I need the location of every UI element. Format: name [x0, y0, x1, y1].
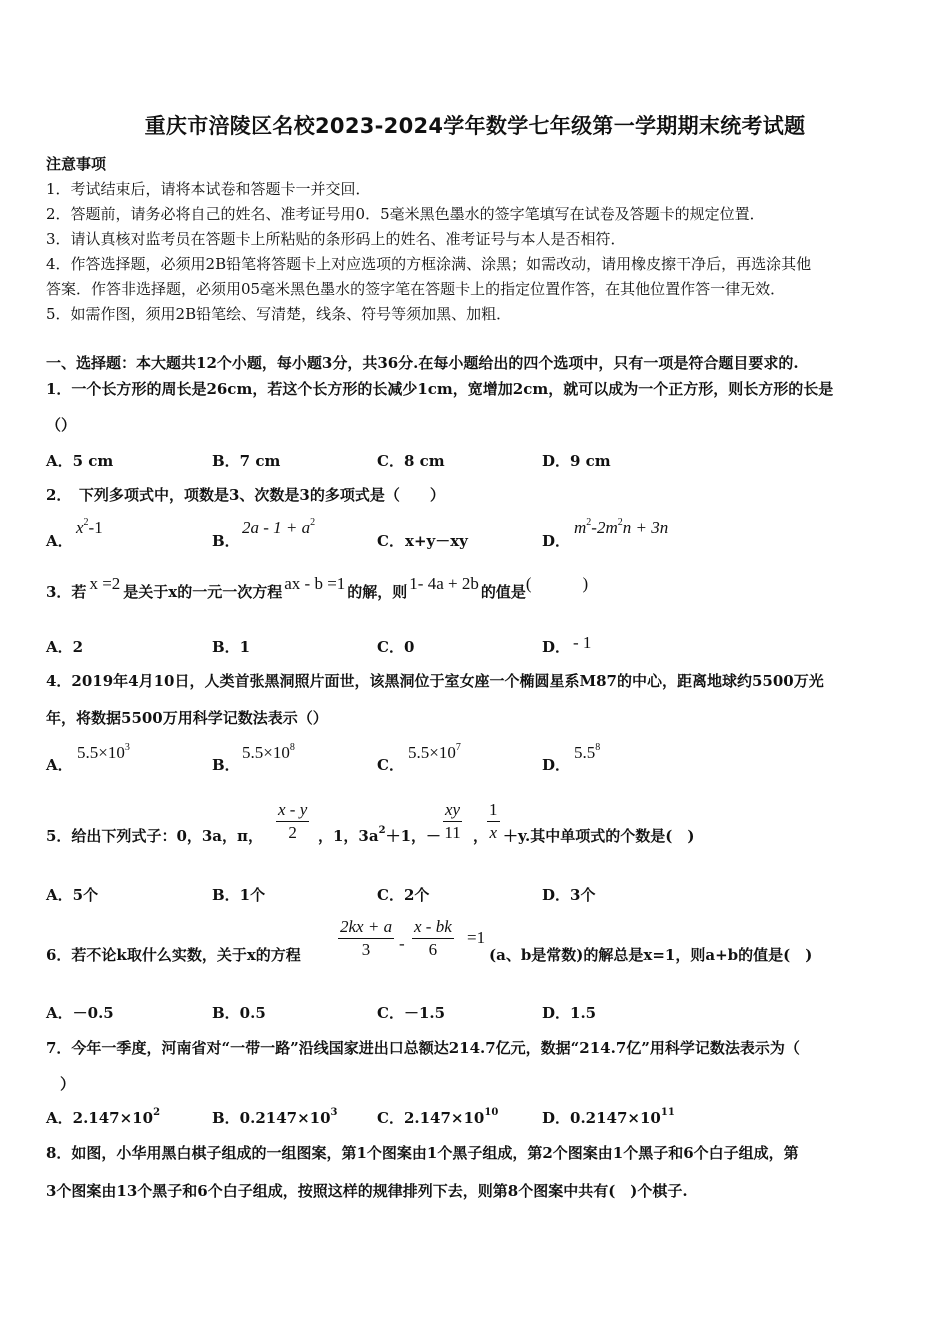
q5-fraction-3: 1 x [489, 800, 498, 842]
question-2-stem: 2． 下列多项式中，项数是3、次数是3的多项式是（ ） [46, 486, 445, 504]
q6-equals: =1 [467, 928, 486, 947]
notice-item: 5．如需作图，须用2B铅笔绘、写清楚，线条、符号等须加黑、加粗． [46, 305, 512, 323]
q2-option-d-label: D． [542, 532, 571, 550]
question-4-stem: 4．2019年4月10日，人类首张黑洞照片面世，该黑洞位于室女座一个椭圆星系M87的中心，距离地球约5500万光 [46, 672, 824, 690]
section-heading: 一、选择题：本大题共12个小题，每小题3分，共36分.在每小题给出的四个选项中，只有一项是符合题目要求的. [46, 354, 799, 372]
q4-option-d-label: D． [542, 756, 571, 774]
q7-option-c: C．$2.147\times 10^{10}$ [377, 1107, 499, 1127]
q1-option-a: A．5 cm [46, 452, 114, 470]
question-7-stem: 7．今年一季度，河南省对“一带一路”沿线国家进出口总额达214.7亿元，数据“214.7亿”用科学记数法表示为（ [46, 1039, 800, 1057]
question-4-stem-2: 年，将数据5500万用科学记数法表示（） [46, 709, 328, 727]
q6-fraction-2: x - bk 6 [414, 917, 452, 959]
q3-option-b: B．1 [212, 638, 251, 656]
q5-option-c: C．2个 [377, 886, 430, 904]
question-7-paren: ） [60, 1075, 76, 1093]
q4-option-c-label: C． [377, 756, 404, 774]
q2-option-a-label: A． [46, 532, 73, 550]
question-6-prefix: 6．若不论k取什么实数，关于x的方程 [46, 946, 301, 964]
q4-option-a-label: A． [46, 756, 73, 774]
q7-option-b: B．$0.2147\times 10^3$ [212, 1107, 338, 1127]
q7-option-d: D．$0.2147\times 10^{11}$ [542, 1107, 675, 1127]
q4-option-d-expr: $5.5^8$ [574, 742, 601, 762]
notice-item: 2．答题前，请务必将自己的姓名、准考证号用0．5毫米黑色墨水的签字笔填写在试卷及答题卡的规定位置． [46, 205, 765, 223]
q5-option-b: B．1个 [212, 886, 266, 904]
q2-option-a-expr: $x^2-1$ [76, 517, 103, 537]
question-3-stem: 3．若 x =2 是关于x的一元一次方程 ax - b =1 的解，则 1- 4a + 2b 的值是( ) [46, 574, 589, 601]
notice-item: 答案．作答非选择题，必须用05毫米黑色墨水的签字笔在答题卡上的指定位置作答，在其他位置作答一律无效． [46, 280, 786, 298]
q5-option-d: D．3个 [542, 886, 596, 904]
q3-option-c: C．0 [377, 638, 415, 656]
q6-option-c: C．－1.5 [377, 1004, 446, 1022]
q2-option-c-label: C． [377, 532, 404, 550]
question-5-tail: ＋y.其中单项式的个数是( ) [503, 827, 695, 845]
q4-option-b-expr: $5.5\times 10^8$ [242, 742, 295, 762]
q1-option-b: B．7 cm [212, 452, 281, 470]
question-8-stem-2: 3个图案由13个黑子和6个白子组成，按照这样的规律排列下去，则第8个图案中共有( )个棋子. [46, 1182, 688, 1200]
question-6-tail: (a、b是常数)的解总是x=1，则a+b的值是( ) [489, 946, 813, 964]
notice-heading: 注意事项 [46, 155, 107, 173]
question-1-stem: 1．一个长方形的周长是26cm，若这个长方形的长减少1cm，宽增加2cm，就可以成为一个正方形，则长方形的长是 [46, 380, 834, 398]
q2-option-d-expr: $m^2-2m^2n + 3n$ [574, 517, 669, 537]
q6-option-a: A．－0.5 [46, 1004, 114, 1022]
question-5-comma: ， [473, 827, 489, 845]
q3-option-d-label: D． [542, 638, 571, 656]
q2-option-b-expr: $2a - 1 + a^2$ [242, 517, 316, 537]
q5-fraction-2: xy 11 [444, 800, 461, 842]
notice-item: 4．作答选择题，必须用2B铅笔将答题卡上对应选项的方框涂满、涂黑；如需改动，请用橡皮擦干净后，再选涂其他 [46, 255, 812, 273]
q5-fraction-1: x - y 2 [278, 800, 308, 842]
q4-option-c-expr: $5.5\times 10^7$ [408, 742, 461, 762]
q2-option-b-label: B． [212, 532, 240, 550]
q7-option-a: A．$2.147\times 10^2$ [46, 1107, 161, 1127]
q4-option-b-label: B． [212, 756, 240, 774]
q6-option-d: D．1.5 [542, 1004, 597, 1022]
notice-item: 1．考试结束后，请将本试卷和答题卡一并交回． [46, 180, 371, 198]
q6-minus: - [399, 934, 405, 953]
q4-option-a-expr: $5.5\times 10^3$ [77, 742, 130, 762]
q3-option-d-value: - 1 [573, 633, 592, 652]
q1-option-d: D．9 cm [542, 452, 611, 470]
page-title: 重庆市涪陵区名校2023-2024学年数学七年级第一学期期末统考试题 [144, 114, 806, 138]
question-1-paren: （） [46, 416, 77, 434]
q6-option-b: B．0.5 [212, 1004, 266, 1022]
question-5-middle: ，1，$3a^2+1$，－ [318, 825, 441, 845]
q5-option-a: A．5个 [46, 886, 99, 904]
notice-item: 3．请认真核对监考员在答题卡上所粘贴的条形码上的姓名、准考证号与本人是否相符． [46, 230, 626, 248]
question-5-prefix: 5．给出下列式子：0，3a，π， [46, 827, 264, 845]
q1-option-c: C．8 cm [377, 452, 445, 470]
q6-fraction-1: 2kx + a 3 [340, 917, 393, 959]
q2-option-c-expr: x+y－xy [405, 532, 468, 550]
question-8-stem: 8．如图，小华用黑白棋子组成的一组图案，第1个图案由1个黑子组成，第2个图案由1个黑子和6个白子组成，第 [46, 1144, 799, 1162]
q3-option-a: A．2 [46, 638, 84, 656]
